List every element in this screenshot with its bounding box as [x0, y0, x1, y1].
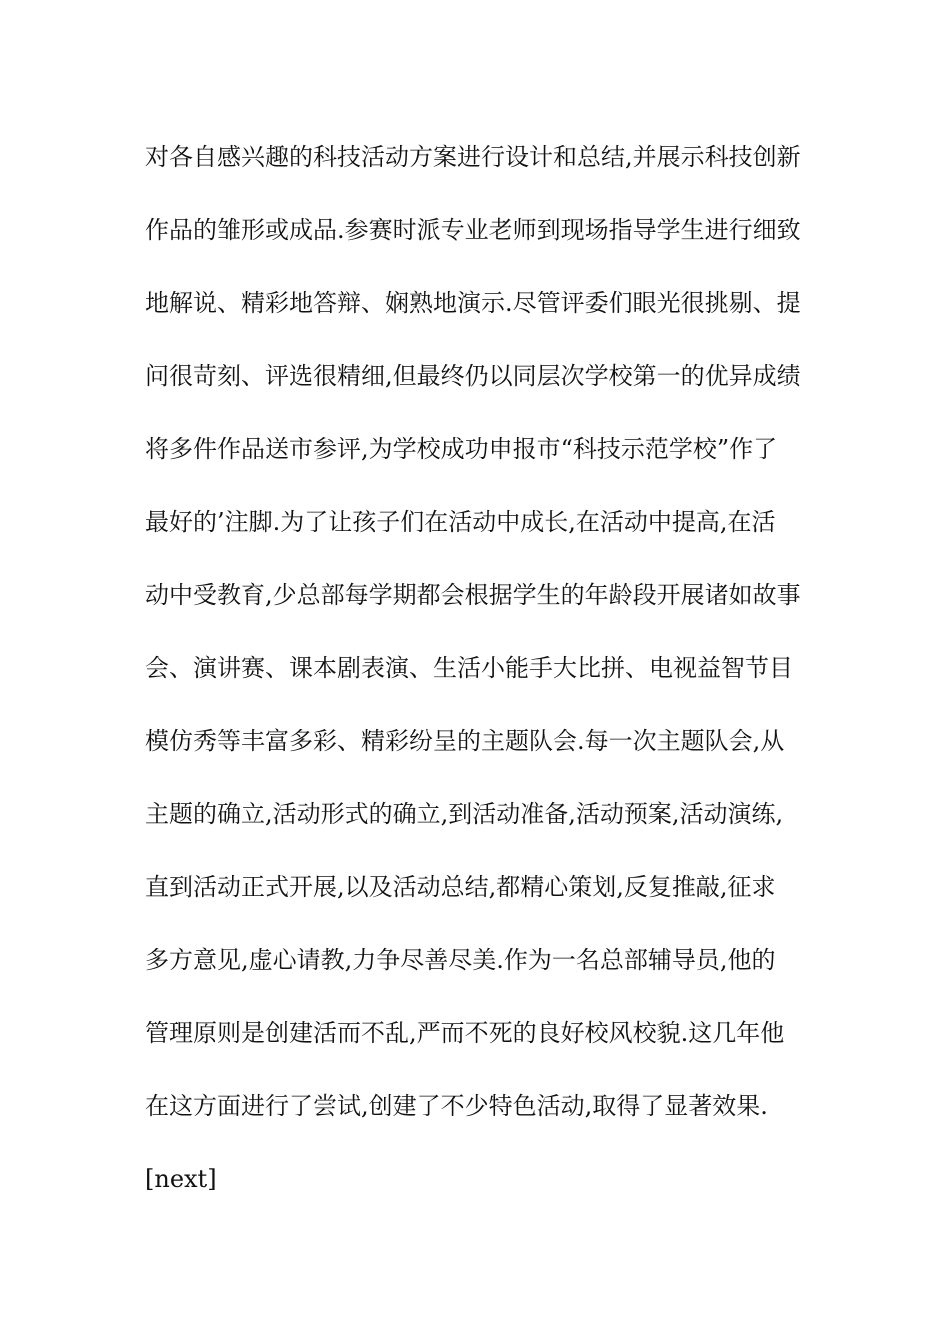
text-line: 动中受教育,少总部每学期都会根据学生的年龄段开展诸如故事 — [145, 581, 801, 609]
text-line: 在这方面进行了尝试,创建了不少特色活动,取得了显著效果. — [145, 1092, 768, 1120]
text-line: 模仿秀等丰富多彩、精彩纷呈的主题队会.每一次主题队会,从 — [145, 727, 785, 755]
text-line: 会、演讲赛、课本剧表演、生活小能手大比拼、电视益智节目 — [145, 654, 793, 682]
text-line: 问很苛刻、评选很精细,但最终仍以同层次学校第一的优异成绩 — [145, 362, 801, 390]
text-line: 直到活动正式开展,以及活动总结,都精心策划,反复推敲,征求 — [145, 873, 776, 901]
body-text — [145, 133, 810, 1203]
text-line: 将多件作品送市参评,为学校成功申报市“科技示范学校”作了 — [145, 435, 778, 463]
next-page-marker: [next] — [145, 1165, 217, 1193]
text-line: 作品的雏形或成品.参赛时派专业老师到现场指导学生进行细致 — [145, 216, 801, 244]
text-line: 主题的确立,活动形式的确立,到活动准备,活动预案,活动演练, — [145, 800, 784, 828]
text-line: 对各自感兴趣的科技活动方案进行设计和总结,并展示科技创新 — [145, 143, 801, 171]
text-line: 地解说、精彩地答辩、娴熟地演示.尽管评委们眼光很挑剔、提 — [145, 289, 801, 317]
text-line: 管理原则是创建活而不乱,严而不死的良好校风校貌.这几年他 — [145, 1019, 785, 1047]
text-line: 最好的’注脚.为了让孩子们在活动中成长,在活动中提高,在活 — [145, 508, 776, 536]
text-line: 多方意见,虚心请教,力争尽善尽美.作为一名总部辅导员,他的 — [145, 946, 776, 974]
